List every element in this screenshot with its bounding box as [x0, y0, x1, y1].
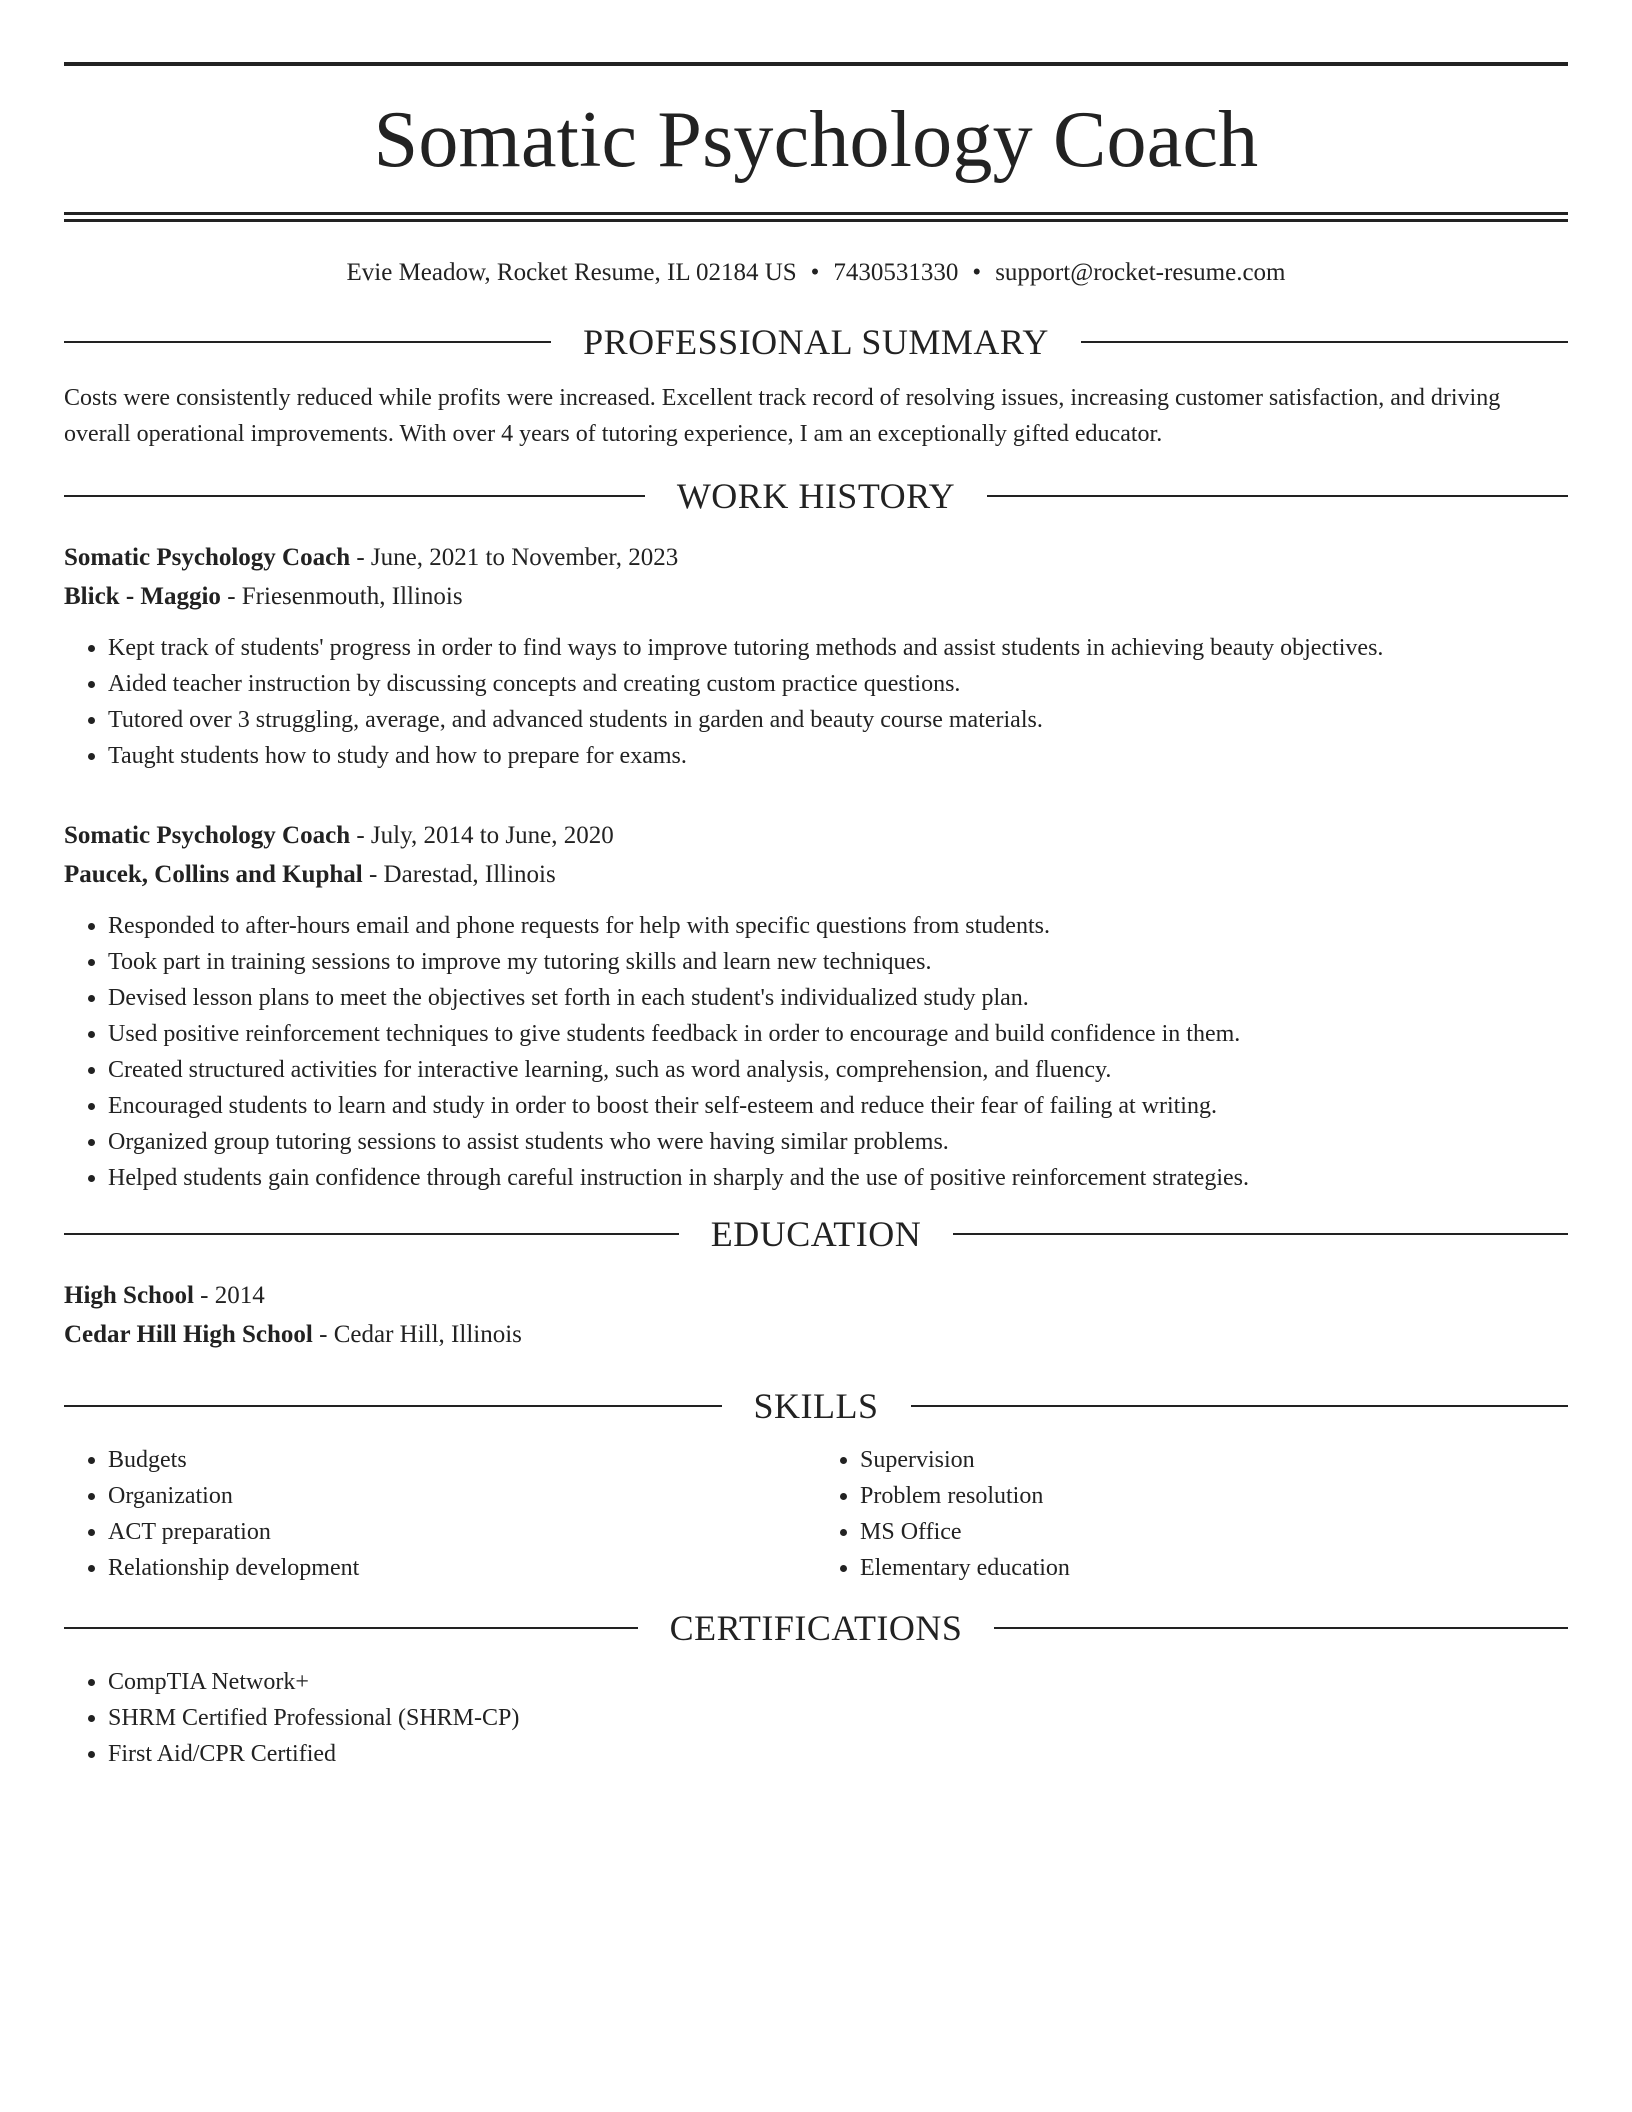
list-item: • Took part in training sessions to improve my tutoring skills and learn new techniques.	[108, 944, 1568, 980]
education-degree-line	[64, 1276, 1568, 1315]
section-heading-label: EDUCATION	[710, 1214, 922, 1254]
contact-line	[64, 258, 1568, 288]
job-title: Somatic Psychology Coach	[64, 544, 351, 571]
job-company: Blick - Maggio	[64, 583, 221, 610]
job-entry	[64, 538, 1568, 774]
heading-rule-left	[64, 495, 645, 497]
education-year: - 2014	[193, 1282, 265, 1309]
heading-rule-right	[953, 1233, 1568, 1235]
job-title-line	[64, 816, 1568, 855]
heading-rule-left	[64, 1627, 638, 1629]
contact-address: Evie Meadow, Rocket Resume, IL 02184 US	[346, 259, 797, 286]
list-item: • Supervision	[860, 1442, 1568, 1478]
job-company-line	[64, 577, 1568, 616]
job-title-line	[64, 538, 1568, 577]
section-heading-skills	[64, 1388, 1568, 1424]
section-heading-work	[64, 478, 1568, 514]
list-item: • Used positive reinforcement techniques to give students feedback in order to encourage and build confidence in them.	[108, 1016, 1568, 1052]
job-bullets	[64, 908, 1568, 1196]
skills-column-left	[64, 1442, 816, 1586]
list-item: • CompTIA Network+	[108, 1664, 1568, 1700]
contact-phone: 7430531330	[833, 259, 959, 286]
list-item: • MS Office	[860, 1514, 1568, 1550]
job-bullets	[64, 630, 1568, 774]
job-company-line	[64, 855, 1568, 894]
heading-rule-right	[911, 1405, 1569, 1407]
job-title: Somatic Psychology Coach	[64, 822, 351, 849]
list-item: • Tutored over 3 struggling, average, and advanced students in garden and beauty course materials.	[108, 702, 1568, 738]
list-item: • Encouraged students to learn and study in order to boost their self-esteem and reduce their fear of failing at writing.	[108, 1088, 1568, 1124]
resume-title: Somatic Psychology Coach	[373, 96, 1259, 184]
section-heading-label: PROFESSIONAL SUMMARY	[583, 322, 1049, 362]
education-school-line	[64, 1315, 1568, 1354]
skills-grid	[64, 1442, 1568, 1586]
section-heading-label: WORK HISTORY	[676, 476, 956, 516]
job-location: - Darestad, Illinois	[362, 861, 556, 888]
list-item: • Created structured activities for interactive learning, such as word analysis, comprehension, and fluency.	[108, 1052, 1568, 1088]
section-heading-label: SKILLS	[753, 1386, 879, 1426]
list-item: • First Aid/CPR Certified	[108, 1736, 1568, 1772]
job-dates: - July, 2014 to June, 2020	[350, 822, 614, 849]
certifications-list	[64, 1664, 1568, 1772]
contact-email: support@rocket-resume.com	[995, 259, 1286, 286]
section-heading-certifications	[64, 1610, 1568, 1646]
list-item: • Devised lesson plans to meet the objectives set forth in each student's individualized study plan.	[108, 980, 1568, 1016]
summary-text: Costs were consistently reduced while profits were increased. Excellent track record of resolving issues, increasing customer satisfaction, and driving overall operational improvements. With over 4 years of tutoring experience, I am an exceptionally gifted educator.	[64, 385, 1501, 447]
list-item: • Relationship development	[108, 1550, 816, 1586]
education-entry	[64, 1276, 1568, 1354]
job-dates: - June, 2021 to November, 2023	[350, 544, 679, 571]
job-company: Paucek, Collins and Kuphal	[64, 861, 363, 888]
list-item: • Aided teacher instruction by discussing concepts and creating custom practice questions.	[108, 666, 1568, 702]
heading-rule-right	[994, 1627, 1568, 1629]
heading-rule-right	[987, 495, 1568, 497]
heading-rule-left	[64, 341, 551, 343]
job-entry	[64, 816, 1568, 1196]
education-degree: High School	[64, 1282, 194, 1309]
skills-column-right	[816, 1442, 1568, 1586]
list-item: • Budgets	[108, 1442, 816, 1478]
list-item: • Kept track of students' progress in order to find ways to improve tutoring methods and assist students in achieving beauty objectives.	[108, 630, 1568, 666]
list-item: • Elementary education	[860, 1550, 1568, 1586]
list-item: • Taught students how to study and how to prepare for exams.	[108, 738, 1568, 774]
heading-rule-right	[1081, 341, 1568, 343]
list-item: • Organized group tutoring sessions to assist students who were having similar problems.	[108, 1124, 1568, 1160]
heading-rule-left	[64, 1233, 679, 1235]
contact-separator: •	[810, 259, 820, 286]
list-item: • SHRM Certified Professional (SHRM-CP)	[108, 1700, 1568, 1736]
section-heading-label: CERTIFICATIONS	[669, 1608, 963, 1648]
section-heading-summary	[64, 324, 1568, 360]
list-item: • Responded to after-hours email and phone requests for help with specific questions from students.	[108, 908, 1568, 944]
list-item: • ACT preparation	[108, 1514, 816, 1550]
top-rule	[64, 62, 1568, 66]
education-school: Cedar Hill High School	[64, 1321, 313, 1348]
job-location: - Friesenmouth, Illinois	[220, 583, 463, 610]
title-double-rule	[64, 212, 1568, 222]
list-item: • Organization	[108, 1478, 816, 1514]
contact-separator: •	[972, 259, 982, 286]
heading-rule-left	[64, 1405, 722, 1407]
list-item: • Problem resolution	[860, 1478, 1568, 1514]
list-item: • Helped students gain confidence through careful instruction in sharply and the use of positive reinforcement strategies.	[108, 1160, 1568, 1196]
section-heading-education	[64, 1216, 1568, 1252]
education-location: - Cedar Hill, Illinois	[312, 1321, 522, 1348]
